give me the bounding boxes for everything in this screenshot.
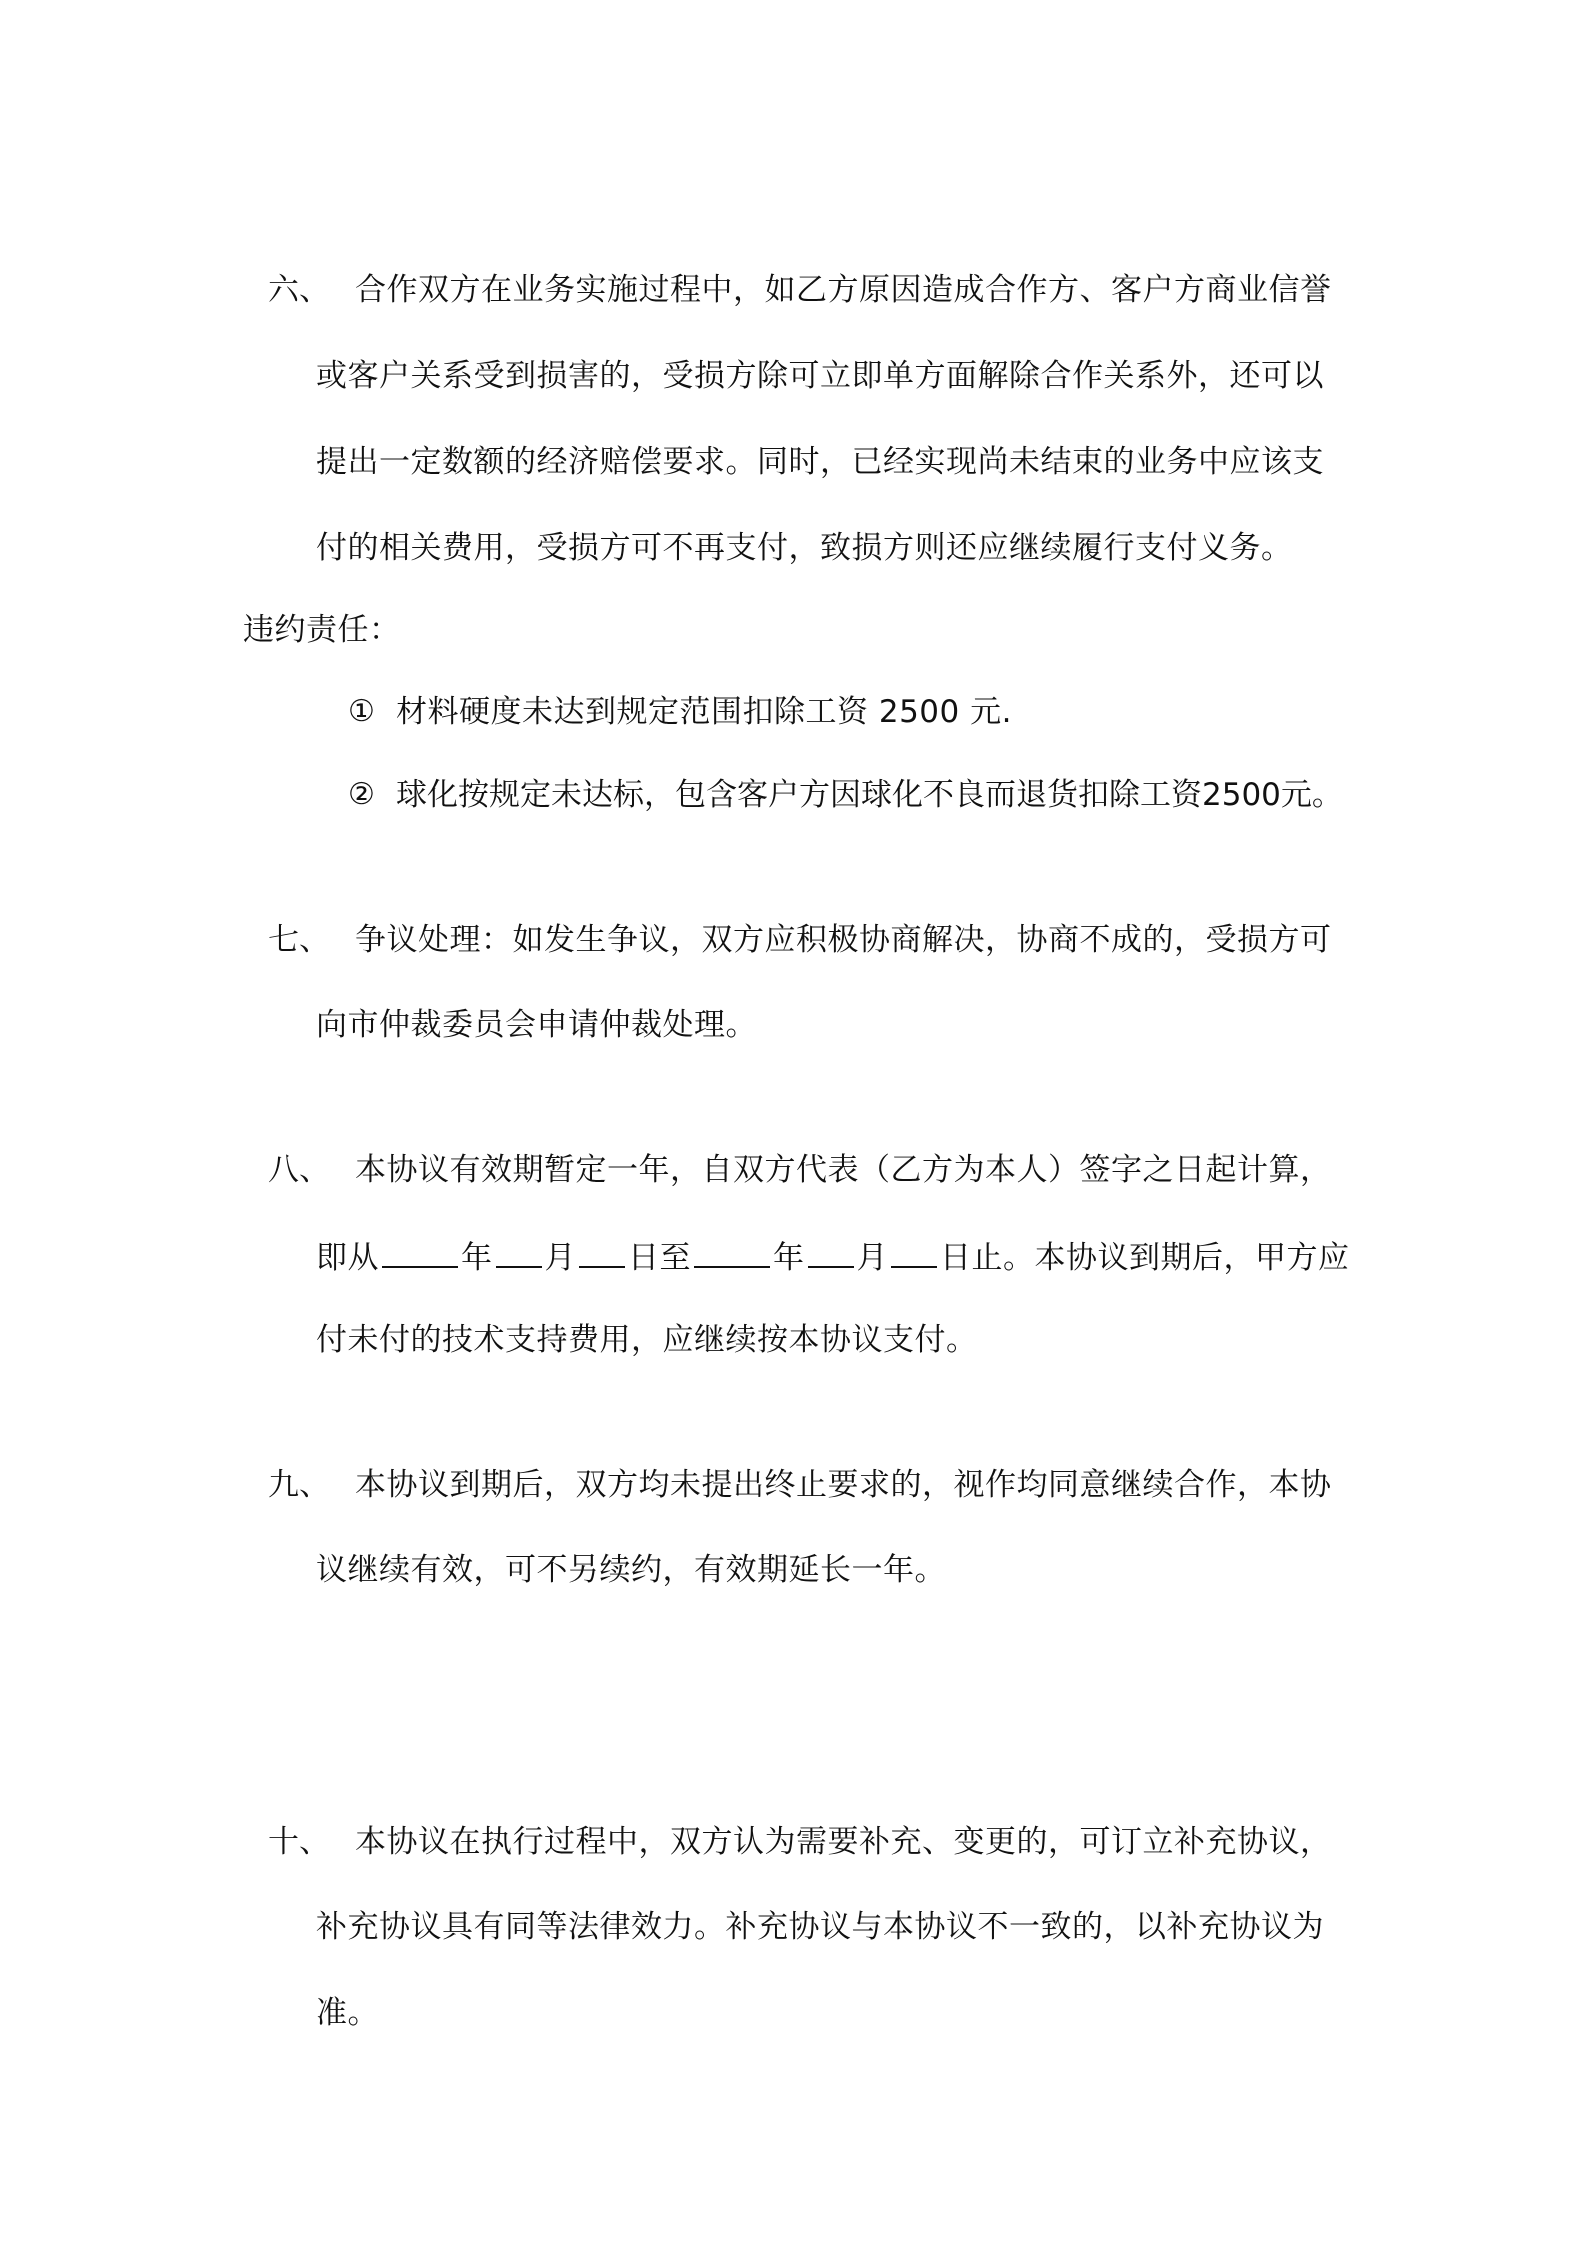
start-day-blank[interactable] [579,1236,625,1268]
month-label-2: 月 [856,1240,888,1276]
date-end-text: 日止。本协议到期后，甲方应 [940,1240,1350,1276]
section-6-line-4: 付的相关费用，受损方可不再支付，致损方则还应继续履行支付义务。 [316,530,1293,566]
section-7-line-2: 向市仲裁委员会申请仲裁处理。 [316,1007,757,1043]
section-6-line-2: 或客户关系受到损害的，受损方除可立即单方面解除合作关系外，还可以 [316,358,1324,394]
start-year-blank[interactable] [382,1236,458,1268]
section-7-line-1: 争议处理：如发生争议，双方应积极协商解决，协商不成的，受损方可 [355,922,1332,958]
section-8-number: 八、 [268,1152,330,1188]
start-month-blank[interactable] [496,1236,542,1268]
section-6-line-3: 提出一定数额的经济赔偿要求。同时，已经实现尚未结束的业务中应该支 [316,444,1324,480]
liability-item-2-mark: ② [348,777,375,812]
section-10-line-3: 准。 [316,1995,379,2031]
section-9-number: 九、 [268,1467,330,1503]
section-10-line-1: 本协议在执行过程中，双方认为需要补充、变更的，可订立补充协议， [355,1824,1332,1860]
end-year-blank[interactable] [694,1236,770,1268]
section-10-line-2: 补充协议具有同等法律效力。补充协议与本协议不一致的，以补充协议为 [316,1909,1324,1945]
end-day-blank[interactable] [891,1236,937,1268]
liability-item-1-text: 材料硬度未达到规定范围扣除工资 2500 元. [396,694,1012,730]
section-8-line-2 [316,1236,1350,1278]
end-month-blank[interactable] [808,1236,854,1268]
month-label-1: 月 [544,1240,576,1276]
day-to-label: 日至 [628,1240,691,1276]
year-label-2: 年 [773,1240,805,1276]
liability-item-2-text: 球化按规定未达标，包含客户方因球化不良而退货扣除工资2500元。 [396,777,1343,813]
section-9-line-1: 本协议到期后，双方均未提出终止要求的，视作均同意继续合作，本协 [355,1467,1332,1503]
date-from-label: 即从 [316,1240,379,1276]
section-6-line-1: 合作双方在业务实施过程中，如乙方原因造成合作方、客户方商业信誉 [355,272,1332,308]
section-9-line-2: 议继续有效，可不另续约，有效期延长一年。 [316,1552,946,1588]
section-6-number: 六、 [268,272,330,308]
section-7-number: 七、 [268,922,330,958]
section-8-line-3: 付未付的技术支持费用，应继续按本协议支付。 [316,1322,978,1358]
liability-item-1-mark: ① [348,694,375,729]
liability-heading: 违约责任： [243,612,401,648]
year-label-1: 年 [461,1240,493,1276]
section-10-number: 十、 [268,1824,330,1860]
section-8-line-1: 本协议有效期暂定一年，自双方代表（乙方为本人）签字之日起计算， [355,1152,1332,1188]
